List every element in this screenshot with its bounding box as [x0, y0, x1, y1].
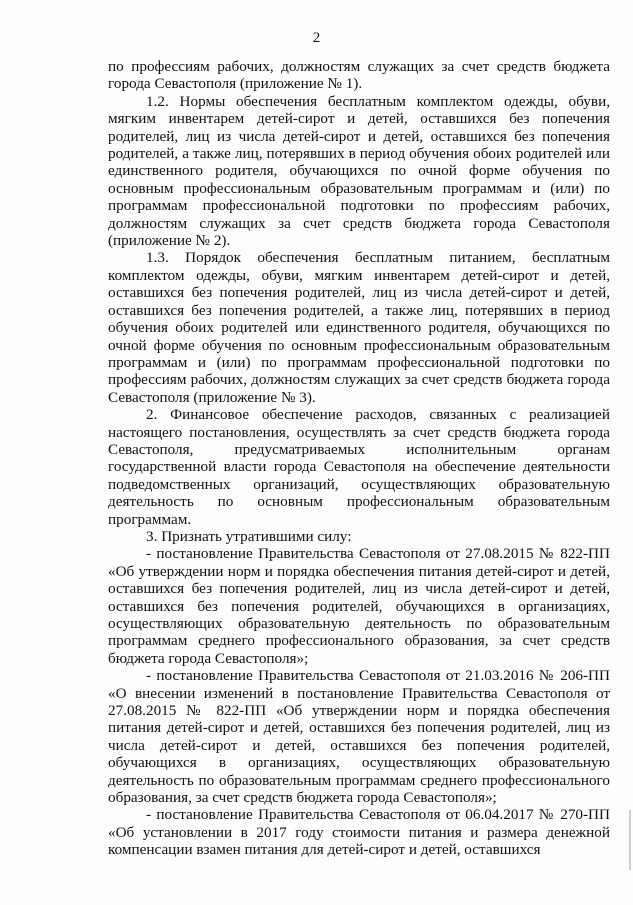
paragraph-1-3: 1.3. Порядок обеспечения бесплатным питанием, бесплатным комплектом одежды, обуви, мягким инвентарем детей-сирот и детей, оставшихся без попечения родителей, лиц из числа детей-сирот и детей, оставшихся без попечения родителей, а также лиц, потерявших в период обучения обоих родителей или единственного родителя, обучающихся по очной форме обучения по основным профессиональным образовательным программам и (или) по программам профессиональной подготовки по профессиям рабочих, должностям служащих за счет средств бюджета города Севастополя (приложение № 3). — [108, 249, 610, 406]
paragraph-1-2: 1.2. Нормы обеспечения бесплатным комплектом одежды, обуви, мягким инвентарем детей-сирот и детей, оставшихся без попечения родителей, лиц из числа детей-сирот и детей, оставшихся без попечения родителей, а также лиц, потерявших в период обучения обоих родителей или единственного родителя, обучающихся по очной форме обучения по основным профессиональным образовательным программам и (или) по программам профессиональной подготовки по профессиям рабочих, должностям служащих за счет средств бюджета города Севастополя (приложение № 2). — [108, 92, 610, 250]
page-number: 2 — [312, 30, 321, 46]
paragraph-2: 2. Финансовое обеспечение расходов, связанных с реализацией настоящего постановления, осуществлять за счет средств бюджета города Севастополя, предусматриваемых исполнительным органам государственной власти города Севастополя на обеспечение деятельности подведомственных организаций, осуществляющих образовательную деятельность по основным профессиональным образовательным программам. — [108, 406, 610, 528]
scan-edge-shadow — [629, 810, 631, 870]
list-item-206-pp: - постановление Правительства Севастополя от 21.03.2016 № 206-ПП «О внесении изменений в постановление Правительства Севастополя от 27.08.2015 № 822-ПП «Об утверждении норм и порядка обеспечения питания детей-сирот и детей, оставшихся без попечения родителей, лиц из числа детей-сирот и детей, оставшихся без попечения родителей, обучающихся в организациях, осуществляющих образовательную деятельность по образовательным программам среднего профессионального образования, за счет средств бюджета города Севастополя»; — [108, 667, 610, 807]
document-body — [108, 58, 610, 859]
paragraph-continuation: по профессиям рабочих, должностям служащих за счет средств бюджета города Севастополя (приложение № 1). — [108, 58, 610, 93]
list-item-822-pp: - постановление Правительства Севастополя от 27.08.2015 № 822-ПП «Об утверждении норм и порядка обеспечения питания детей-сирот и детей, оставшихся без попечения родителей, лиц из числа детей-сирот и детей, оставшихся без попечения родителей, обучающихся в организациях, осуществляющих образовательную деятельность по образовательным программам среднего профессионального образования, за счет средств бюджета города Севастополя»; — [108, 545, 610, 667]
paragraph-3: 3. Признать утратившими силу: — [146, 527, 352, 545]
list-item-270-pp: - постановление Правительства Севастополя от 06.04.2017 № 270-ПП «Об установлении в 2017 году стоимости питания и размера денежной компенсации взамен питания для детей-сирот и детей, оставшихся — [108, 806, 610, 859]
